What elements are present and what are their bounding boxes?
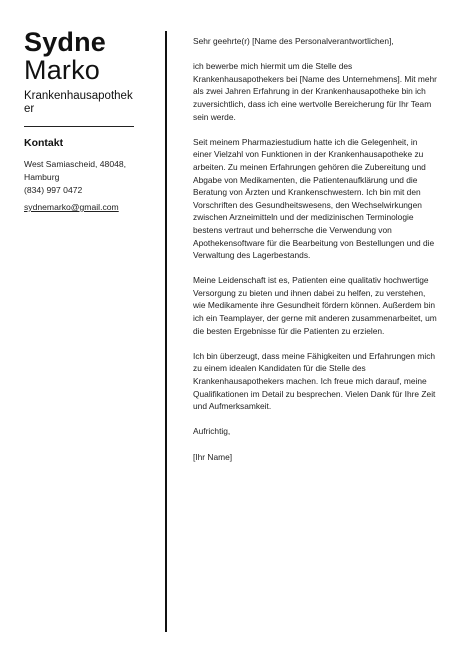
contact-heading: Kontakt <box>24 137 64 149</box>
salutation: Sehr geehrte(r) [Name des Personalverantwortlichen], <box>193 36 394 46</box>
address-line-1: West Samiascheid, 48048, <box>24 159 127 169</box>
letter-body <box>193 35 438 476</box>
letter-paragraph: Ich bin überzeugt, dass meine Fähigkeiten und Erfahrungen mich zu einem idealen Kandidaten für die Stelle des Krankenhausapothekers machen. Ich freue mich darauf, meine Qualifikationen im Detail zu besprechen. Vielen Dank für Ihre Zeit und Aufmerksamkeit. <box>193 350 436 412</box>
last-name: Marko <box>24 55 101 85</box>
letter-paragraph: ich bewerbe mich hiermit um die Stelle des Krankenhausapothekers bei [Name des Unternehmens]. Mit mehr als zwei Jahren Erfahrung in der Krankenhausapotheke bin ich zuversichtlich, dass ich eine wertvolle Bereicherung für Ihr Team sein werde. <box>193 61 437 122</box>
phone-number: (834) 997 0472 <box>24 185 83 195</box>
email-link[interactable]: sydnemarko@gmail.com <box>24 202 119 212</box>
vertical-divider <box>165 31 167 632</box>
sidebar <box>24 28 136 214</box>
signature-placeholder: [Ihr Name] <box>193 451 233 462</box>
first-name: Sydne <box>24 27 107 57</box>
job-title: Krankenhausapotheker <box>24 90 133 115</box>
letter-paragraph: Meine Leidenschaft ist es, Patienten eine qualitativ hochwertige Versorgung zu bieten und ihnen dabei zu helfen, zu verstehen, wie Medikamente ihre Gesundheit fördern können. Außerdem bin ich ein Teamplayer, der gerne mit anderen zusammenarbeitet, um die besten Ergebnisse für die Patienten zu erzielen. <box>193 275 437 336</box>
address-line-2: Hamburg <box>24 172 60 182</box>
letter-paragraph: Seit meinem Pharmaziestudium hatte ich die Gelegenheit, in einer Vielzahl von Funktionen in der Krankenhausapotheke zu arbeiten. Zu meinen Erfahrungen gehören die Zubereitung und Abgabe von Medikamenten, die Patientenaufklärung und die Beratung von Ärzten und Krankenschwestern. Ich bin mit den Vorschriften des Gesundheitswesens, den Wechselwirkungen zwischen Arzneimitteln und der medizinischen Terminologie bestens vertraut und beherrsche die Verwendung von Apothekensoftware für die Bearbeitung von Bestellungen und die Verwaltung des Lagerbestands. <box>193 136 435 261</box>
contact-details <box>24 158 136 197</box>
sidebar-divider <box>24 126 134 127</box>
closing: Aufrichtig, <box>193 426 231 437</box>
